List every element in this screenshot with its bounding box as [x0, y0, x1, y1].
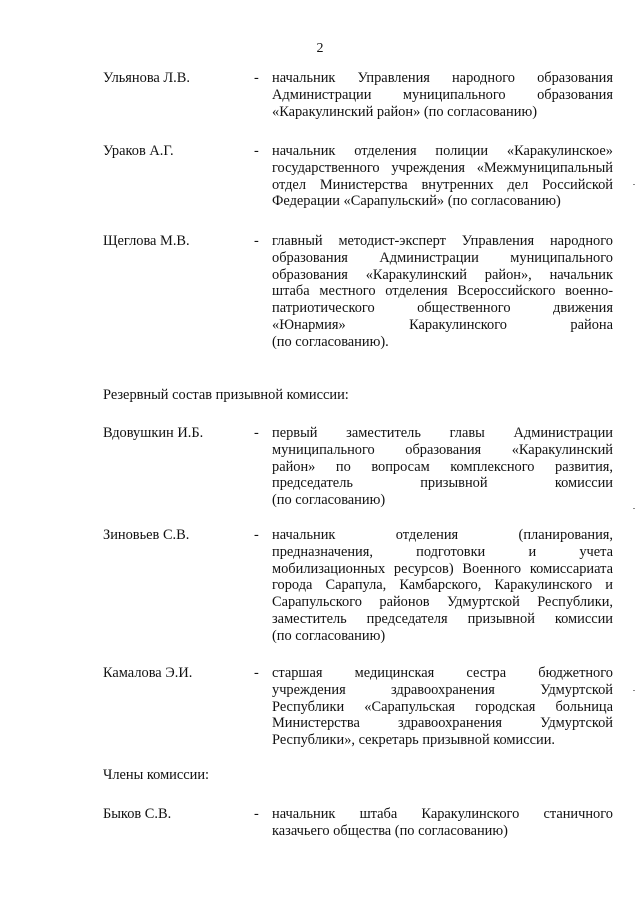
position-line: «Юнармия» Каракулинского района	[272, 316, 613, 333]
position-line: начальник отделения (планирования,	[272, 527, 613, 543]
position-line: штаба местного отделения Всероссийского военно-	[272, 283, 613, 300]
member-dash: -	[254, 143, 259, 159]
member-position	[272, 665, 613, 749]
position-line: начальник Управления народного образования	[272, 70, 613, 86]
position-line: (по согласованию)	[272, 492, 386, 509]
member-position	[272, 425, 613, 509]
position-line: (по согласованию)	[272, 627, 386, 644]
scan-mark	[633, 184, 635, 185]
position-line: казачьего общества (по согласованию)	[272, 822, 508, 839]
position-line: Республики», секретарь призывной комиссии.	[272, 732, 556, 749]
position-line: Администрации муниципального образования	[272, 86, 613, 103]
position-line: начальник штаба Каракулинского станичного	[272, 806, 613, 822]
member-position	[272, 806, 613, 840]
position-line: председатель призывной комиссии	[272, 475, 613, 492]
member-dash: -	[254, 527, 259, 543]
position-line: мобилизационных ресурсов) Военного комиссариата	[272, 560, 613, 577]
member-position	[272, 527, 613, 645]
member-dash: -	[254, 425, 259, 441]
position-line: Министерства здравоохранения Удмуртской	[272, 715, 613, 732]
member-name: Зиновьев С.В.	[103, 527, 190, 543]
position-line: «Каракулинский район» (по согласованию)	[272, 103, 537, 120]
member-position	[272, 143, 613, 210]
member-name: Быков С.В.	[103, 806, 172, 822]
position-line: Сарапульского районов Удмуртской Республики,	[272, 594, 613, 611]
page-number: 2	[316, 41, 324, 56]
member-name: Щеглова М.В.	[103, 233, 190, 249]
scan-mark	[633, 508, 635, 509]
member-dash: -	[254, 233, 259, 249]
member-dash: -	[254, 70, 259, 86]
member-name: Вдовушкин И.Б.	[103, 425, 204, 441]
position-line: патриотического общественного движения	[272, 300, 613, 317]
position-line: Республики «Сарапульская городская больница	[272, 698, 613, 715]
member-name: Ураков А.Г.	[103, 143, 174, 159]
members-heading: Члены комиссии:	[103, 767, 210, 783]
member-position	[272, 233, 613, 351]
position-line: учреждения здравоохранения Удмуртской	[272, 681, 613, 698]
position-line: отдел Министерства внутренних дел Российской	[272, 176, 613, 193]
member-name: Ульянова Л.В.	[103, 70, 190, 86]
position-line: заместитель председателя призывной комиссии	[272, 610, 613, 627]
member-dash: -	[254, 806, 259, 822]
member-position	[272, 70, 613, 120]
position-line: главный методист-эксперт Управления народного	[272, 233, 613, 249]
member-name: Камалова Э.И.	[103, 665, 193, 681]
reserve-heading: Резервный состав призывной комиссии:	[103, 387, 349, 403]
position-line: (по согласованию).	[272, 333, 389, 350]
position-line: государственного учреждения «Межмуниципальный	[272, 159, 613, 176]
position-line: начальник отделения полиции «Каракулинское»	[272, 143, 613, 159]
position-line: города Сарапула, Камбарского, Каракулинского и	[272, 577, 613, 594]
position-line: Федерации «Сарапульский» (по согласованию)	[272, 193, 561, 210]
scan-mark	[633, 690, 635, 691]
position-line: старшая медицинская сестра бюджетного	[272, 665, 613, 681]
member-dash: -	[254, 665, 259, 681]
position-line: образования Администрации муниципального	[272, 249, 613, 266]
position-line: образования «Каракулинский район», начальник	[272, 266, 613, 283]
position-line: район» по вопросам комплексного развития,	[272, 458, 613, 475]
position-line: первый заместитель главы Администрации	[272, 425, 613, 441]
position-line: предназначения, подготовки и учета	[272, 543, 613, 560]
position-line: муниципального образования «Каракулинский	[272, 441, 613, 458]
